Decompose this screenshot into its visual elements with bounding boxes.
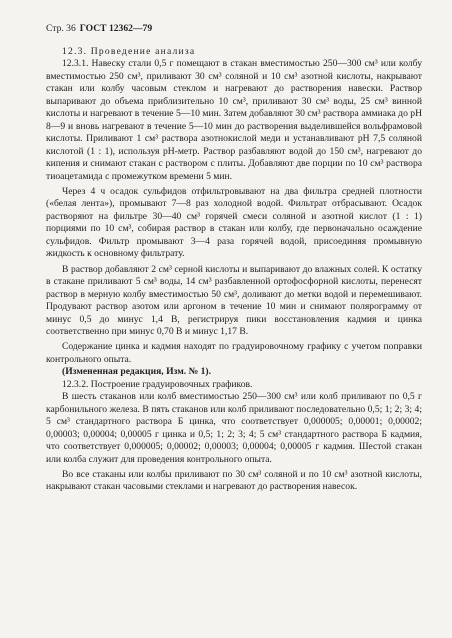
paragraph-calculation: Содержание цинка и кадмия находят по градуировочному графику с учетом поправки контрольного опыта. bbox=[46, 341, 422, 365]
paragraph-polarography: В раствор добавляют 2 см³ серной кислоты и выпаривают до влажных солей. К остатку в стакане приливают 5 см³ воды, 14 см³ разбавленной ортофосфорной кислоты, перенесят раствор в мерную колбу вместимостью 50 см³, доливают до метки водой и перемешивают. Продувают раствор азотом или аргоном в течение 10 мин и снимают полярограмму от минус 0,5 до минус 1,4 В, регистрируя пики восстановления кадмия и цинка соответственно при минус 0,70 В и минус 1,17 В. bbox=[46, 263, 422, 337]
amendment-note: (Измененная редакция, Изм. № 1). bbox=[62, 366, 212, 378]
section-title: 12.3. Проведение анализа bbox=[62, 46, 196, 57]
paragraph-12-3-2-title: 12.3.2. Построение градуировочных графиков. bbox=[62, 378, 253, 390]
paragraph-calibration: В шесть стаканов или колб вместимостью 250—300 см³ или колб приливают по 0,5 г карбонильного железа. В пять стаканов или колб приливают последовательно 0,5; 1; 2; 3; 4; 5 см³ стандартного раствора Б цинка, что соответствует 0,000005; 0,00001; 0,00002; 0,00003; 0,00004; 0,00005 г цинка и 0,5; 1; 2; 3; 4; 5 см³ стандартного раствора Б кадмия, что соответствует 0,000005; 0,00002; 0,00003; 0,00004; 0,00005 г кадмия. Шестой стакан или колба служит для проведения контрольного опыта. bbox=[46, 391, 422, 465]
page-number: Стр. 36 bbox=[46, 23, 76, 34]
paragraph-filtration: Через 4 ч осадок сульфидов отфильтровывают на два фильтра средней плотности («белая лента»), промывают 7—8 раз холодной водой. Фильтрат отбрасывают. Осадок растворяют на фильтре 30—40 см³ горячей смеси соляной и азотной кислот (1 : 1) порциями по 10 см³, собирая раствор в стакан или колбу, где первоначально осаждение сульфидов. Фильтр промывают 3—4 раза горячей водой, присоединяя промывную жидкость к основному фильтрату. bbox=[46, 185, 422, 260]
paragraph-12-3-1: 12.3.1. Навеску стали 0,5 г помещают в стакан вместимостью 250—300 см³ или колбу вместимостью 250 см³, приливают 30 см³ соляной и 10 см³ азотной кислоты, накрывают стакан или колбу часовым стеклом и нагревают до растворения навески. Раствор выпаривают до объема приблизительно 10 см³, приливают 30 см³ воды, 25 см³ винной кислоты и нагревают в течение 5—10 мин. Затем добавляют 30 см³ раствора аммиака до рН 8—9 и вновь нагревают в течение 5—10 мин до растворения выделившейся вольфрамовой кислоты. Приливают 1 см³ раствора азотнокислой меди и устанавливают рН 7,5 соляной кислотой (1 : 1), используя рН-метр. Раствор разбавляют водой до 150 см³, нагревают до кипения и снимают стакан с раствором с плиты. Добавляют две порции по 10 см³ раствора тиоацетамида с промежутком времени 5 мин. bbox=[46, 58, 422, 182]
document-body bbox=[46, 46, 422, 494]
page-header bbox=[46, 10, 422, 36]
standard-code: ГОСТ 12362—79 bbox=[79, 23, 153, 34]
paragraph-acids: Во все стаканы или колбы приливают по 30 см³ соляной и по 10 см³ азотной кислоты, накрывают стакан часовыми стеклами и нагревают до растворения навесок. bbox=[46, 468, 422, 493]
